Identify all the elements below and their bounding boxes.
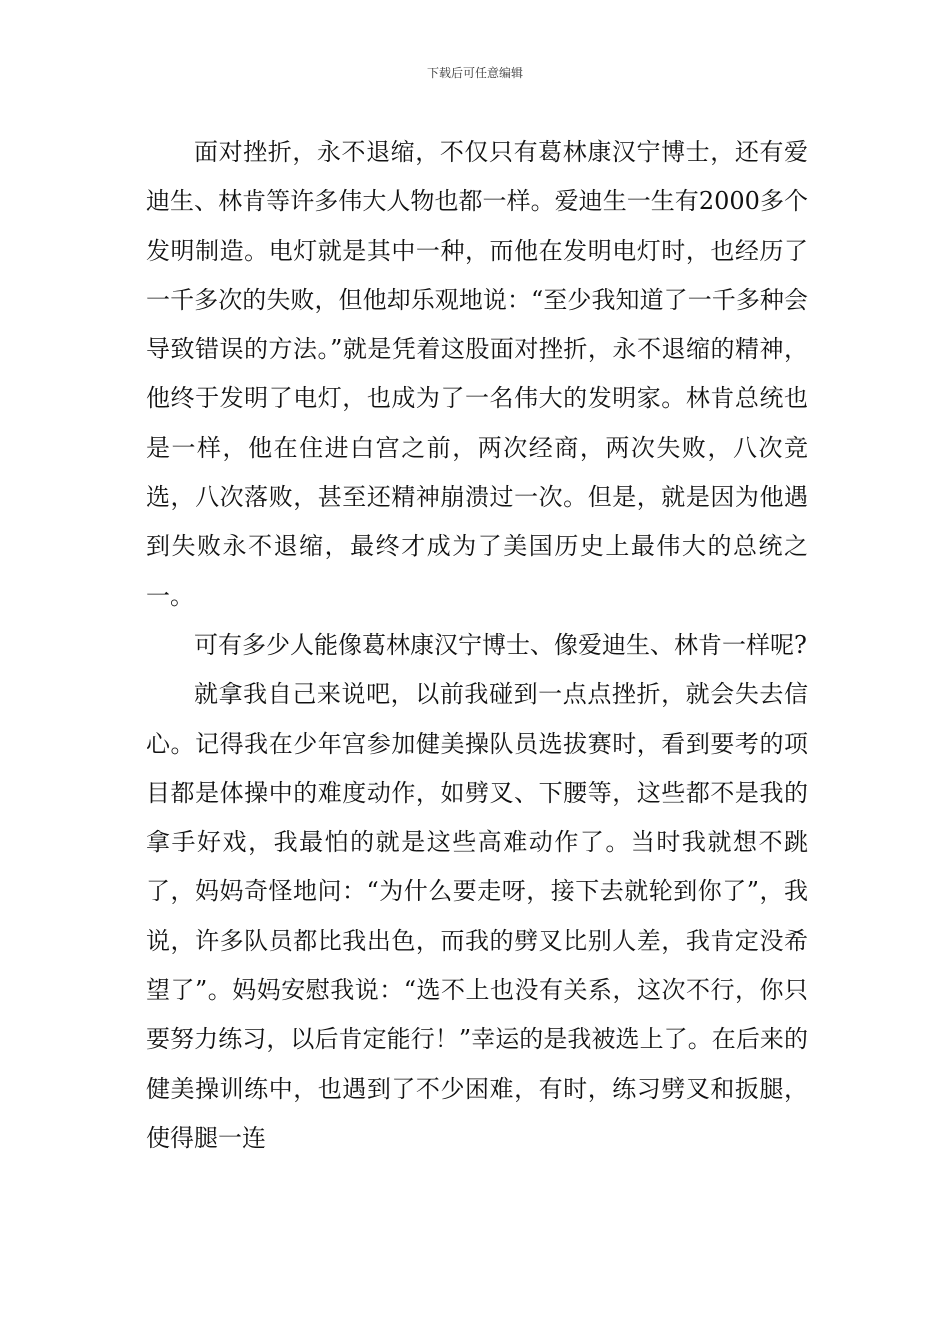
paragraph: 就拿我自己来说吧，以前我碰到一点点挫折，就会失去信心。记得我在少年宫参加健美操队员选拔赛时，看到要考的项目都是体操中的难度动作，如劈叉、下腰等，这些都不是我的拿手好戏，我最怕的就是这些高难动作了。当时我就想不跳了，妈妈奇怪地问：“为什么要走呀，接下去就轮到你了”，我说，许多队员都比我出色，而我的劈叉比别人差，我肯定没希望了”。妈妈安慰我说：“选不上也没有关系，这次不行，你只要努力练习，以后肯定能行！”幸运的是我被选上了。在后来的健美操训练中，也遇到了不少困难，有时，练习劈叉和扳腿，使得腿一连: [146, 680, 808, 1152]
document-body: [146, 128, 808, 1163]
paragraph: 可有多少人能像葛林康汉宁博士、像爱迪生、林肯一样呢?: [194, 630, 807, 659]
paragraph: 面对挫折，永不退缩，不仅只有葛林康汉宁博士，还有爱迪生、林肯等许多伟大人物也都一样。爱迪生一生有2000多个发明制造。电灯就是其中一种，而他在发明电灯时，也经历了一千多次的失败，但他却乐观地说：“至少我知道了一千多种会导致错误的方法。”就是凭着这股面对挫折，永不退缩的精神，他终于发明了电灯，也成为了一名伟大的发明家。林肯总统也是一样，他在住进白宫之前，两次经商，两次失败，八次竞选，八次落败，甚至还精神崩溃过一次。但是，就是因为他遇到失败永不退缩，最终才成为了美国历史上最伟大的总统之一。: [146, 138, 808, 610]
header-note: 下载后可任意编辑: [426, 66, 523, 80]
